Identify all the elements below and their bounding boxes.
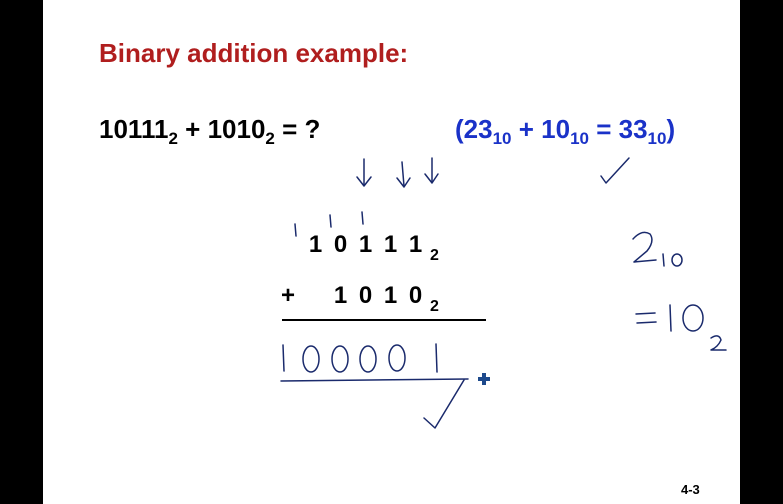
page-number: 4-3 xyxy=(681,482,700,497)
digit: 0 xyxy=(333,231,348,258)
checkmark-icon xyxy=(424,380,464,428)
decimal-sum-base: 10 xyxy=(647,129,667,148)
operand-b: 1010 xyxy=(207,114,266,144)
slide xyxy=(43,0,740,504)
decimal-a: (23 xyxy=(455,114,493,144)
operand-a-base: 2 xyxy=(168,129,178,148)
down-arrow-icon xyxy=(357,159,371,186)
plus-operator: + xyxy=(281,282,296,309)
equals-question: = ? xyxy=(282,114,321,144)
handwritten-equals-ten-base-two xyxy=(636,305,726,350)
plus-sign: + xyxy=(185,114,201,144)
down-arrow-icon xyxy=(397,162,410,187)
digit: 1 xyxy=(308,231,323,258)
digit: 1 xyxy=(383,282,398,309)
row1-base: 2 xyxy=(430,247,439,264)
handwritten-rule xyxy=(281,379,468,381)
digit: 1 xyxy=(358,231,373,258)
decimal-b: + 10 xyxy=(518,114,571,144)
handwriting-layer xyxy=(43,0,740,504)
digit: 0 xyxy=(358,282,373,309)
slide-title: Binary addition example: xyxy=(99,38,409,68)
decimal-b-base: 10 xyxy=(570,129,589,148)
digit: 1 xyxy=(408,231,423,258)
carry-marks xyxy=(295,212,363,236)
row2-base: 2 xyxy=(430,298,439,315)
decimal-close: ) xyxy=(666,114,676,144)
decimal-sum: = 33 xyxy=(596,114,648,144)
operand-a: 10111 xyxy=(99,114,169,144)
decimal-a-base: 10 xyxy=(492,129,512,148)
digit: 1 xyxy=(333,282,348,309)
down-arrow-icon xyxy=(425,158,438,183)
plus-cursor-icon xyxy=(478,373,490,385)
handwritten-result xyxy=(283,344,437,372)
handwritten-two-base-ten xyxy=(633,232,682,266)
checkmark-icon xyxy=(601,158,629,183)
digit: 1 xyxy=(383,231,398,258)
digit: 0 xyxy=(408,282,423,309)
operand-b-base: 2 xyxy=(265,129,275,148)
